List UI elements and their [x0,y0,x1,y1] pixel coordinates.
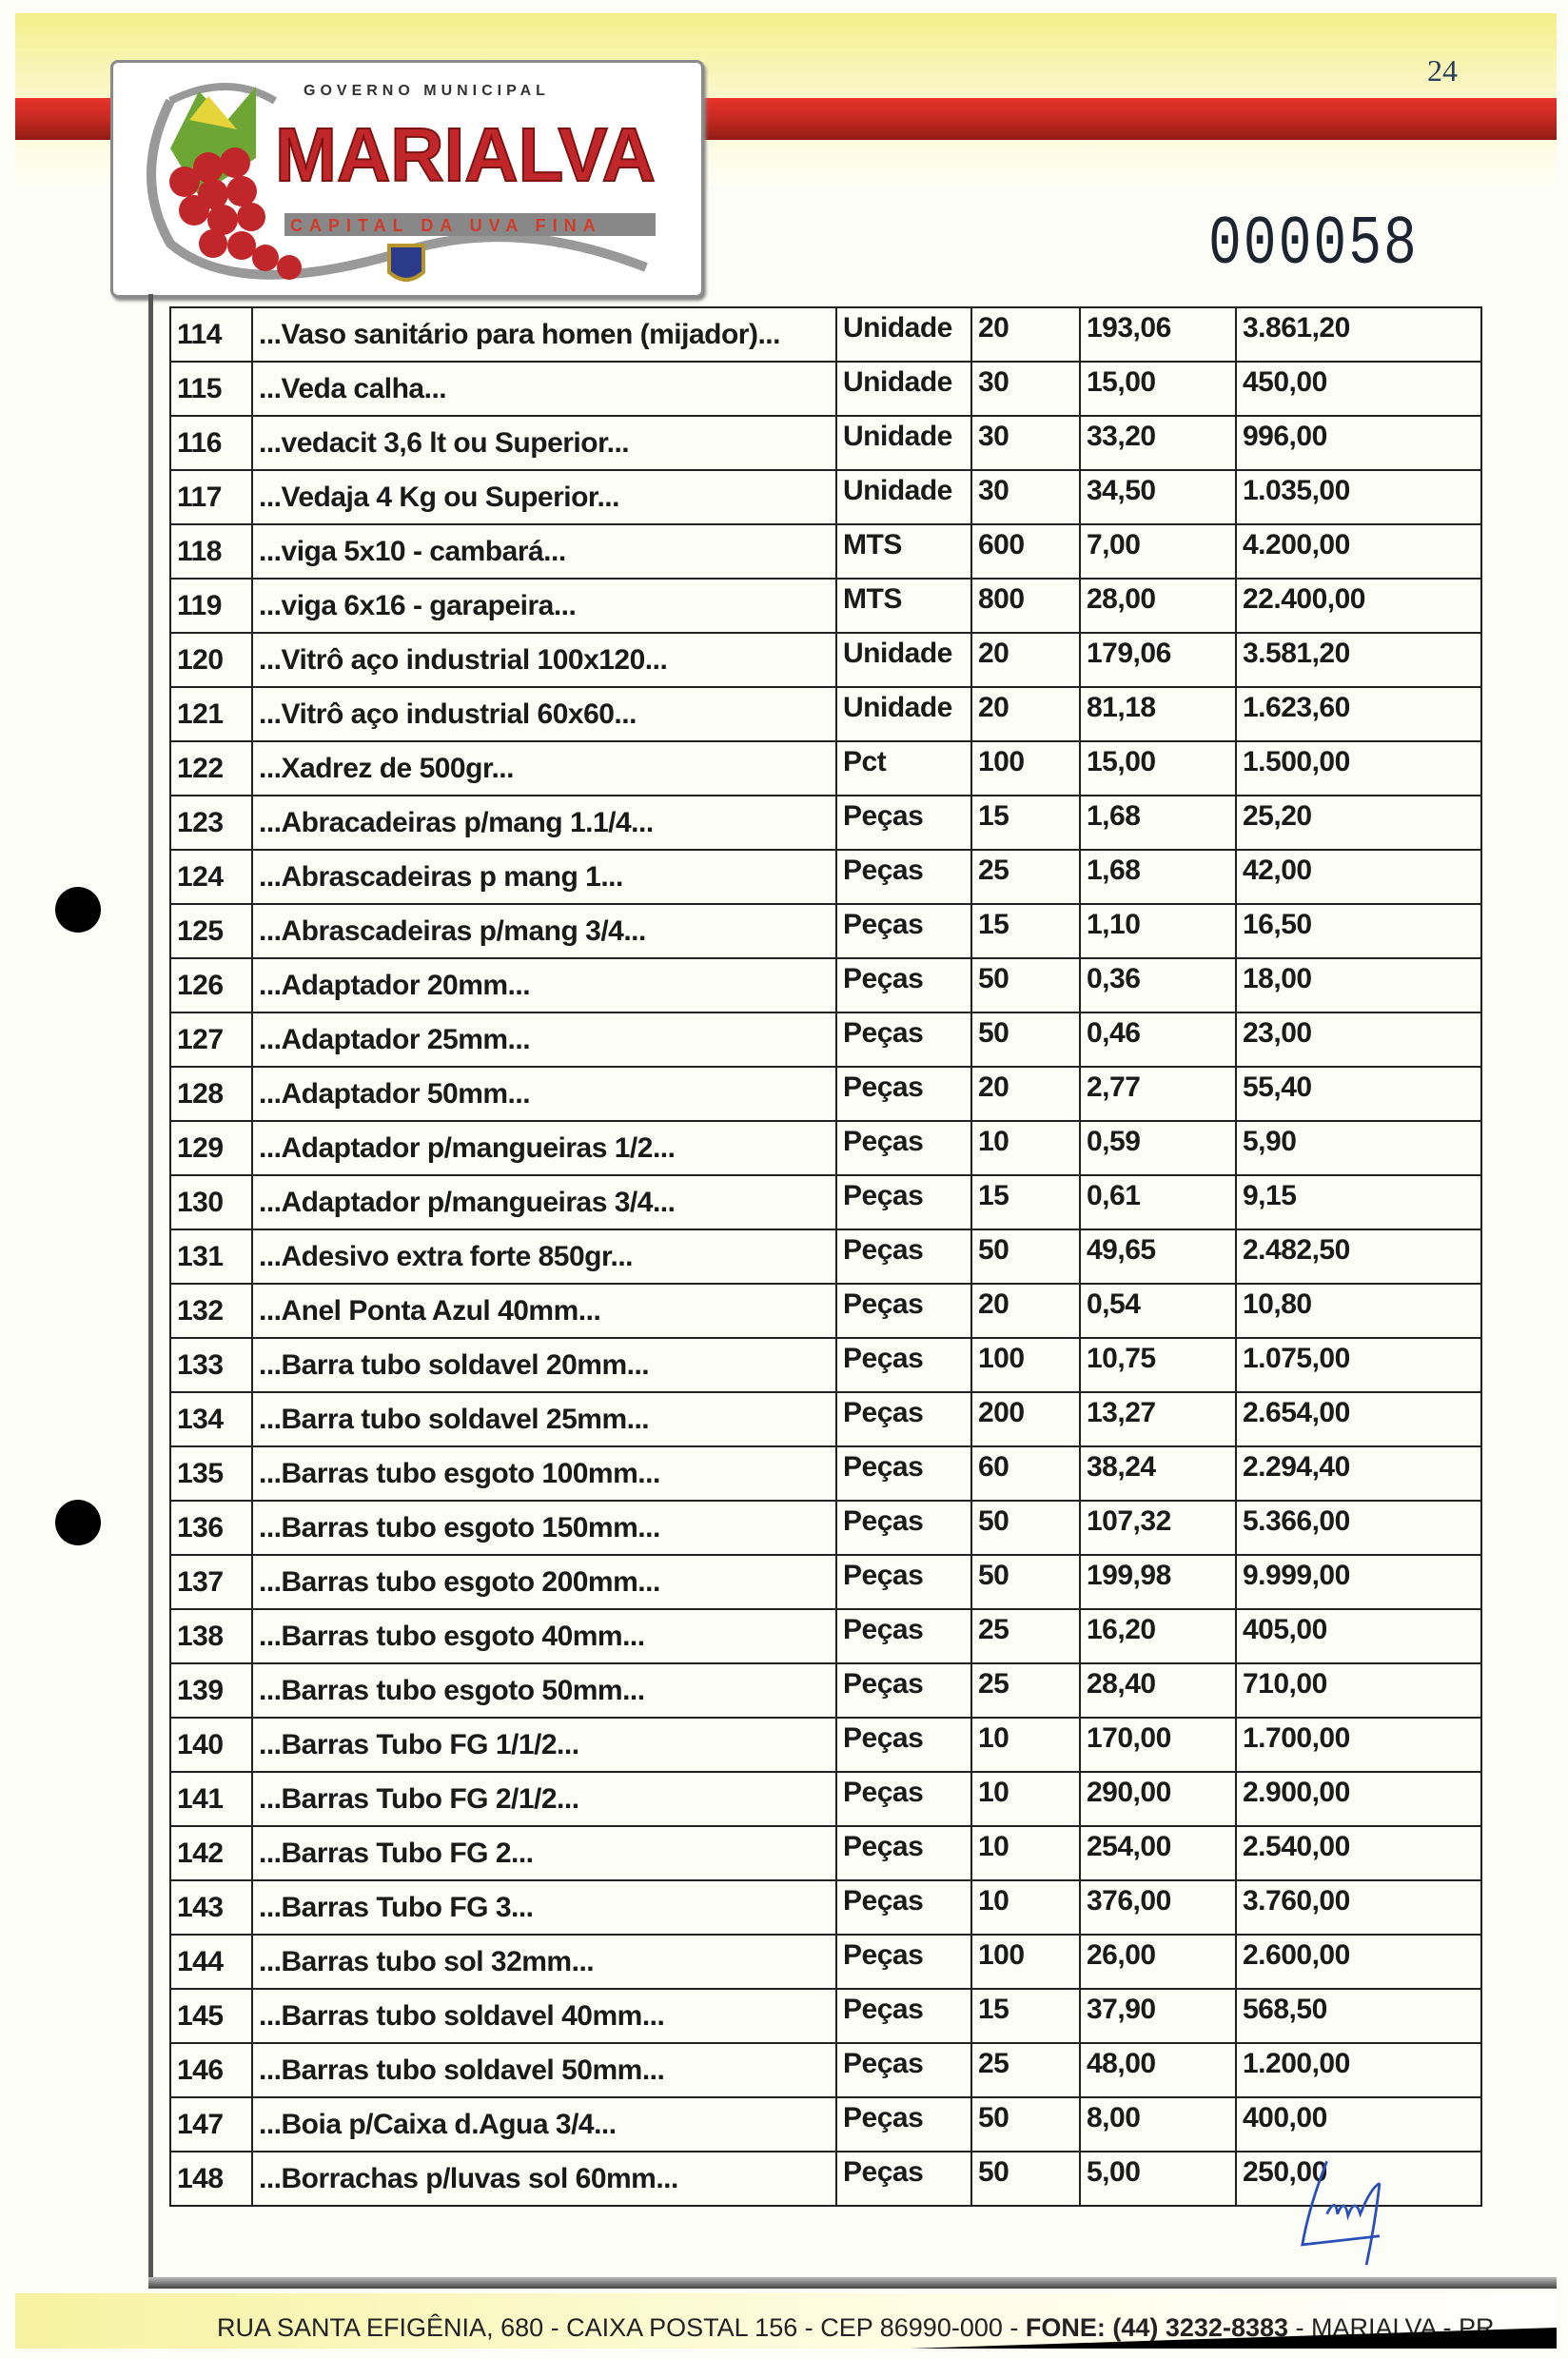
item-number: 120 [170,633,252,687]
item-number: 138 [170,1609,252,1663]
item-number: 123 [170,796,252,850]
item-total: 1.623,60 [1236,687,1481,741]
item-quantity: 10 [971,1718,1080,1772]
item-total: 4.200,00 [1236,524,1481,579]
table-row [170,1555,1481,1609]
item-unit-price: 37,90 [1080,1989,1236,2043]
item-unit: Peças [836,1935,971,1989]
item-description: ...Abracadeiras p/mang 1.1/4... [252,796,836,850]
item-total: 2.540,00 [1236,1826,1481,1880]
item-total: 5,90 [1236,1121,1481,1175]
item-description: ...Barras tubo esgoto 50mm... [252,1663,836,1718]
table-row [170,1229,1481,1284]
item-unit: Peças [836,1663,971,1718]
item-number: 140 [170,1718,252,1772]
table-row [170,1935,1481,1989]
item-total: 10,80 [1236,1284,1481,1338]
svg-text:MARIALVA: MARIALVA [275,112,656,197]
item-number: 128 [170,1067,252,1121]
item-unit: Peças [836,1121,971,1175]
table-row [170,1718,1481,1772]
table-row [170,633,1481,687]
item-number: 137 [170,1555,252,1609]
item-quantity: 50 [971,1012,1080,1067]
item-quantity: 20 [971,1067,1080,1121]
item-number: 145 [170,1989,252,2043]
item-total: 568,50 [1236,1989,1481,2043]
item-unit: Unidade [836,470,971,524]
item-unit-price: 376,00 [1080,1880,1236,1935]
item-quantity: 100 [971,741,1080,796]
item-description: ...Barras tubo soldavel 40mm... [252,1989,836,2043]
item-quantity: 10 [971,1121,1080,1175]
item-unit-price: 28,00 [1080,579,1236,633]
item-total: 405,00 [1236,1609,1481,1663]
item-total: 3.861,20 [1236,307,1481,362]
item-number: 129 [170,1121,252,1175]
items-table [169,306,1482,2207]
item-unit: Peças [836,1012,971,1067]
item-description: ...Xadrez de 500gr... [252,741,836,796]
table-row [170,1826,1481,1880]
item-total: 2.654,00 [1236,1392,1481,1446]
item-number: 147 [170,2097,252,2152]
item-unit: Unidade [836,416,971,470]
item-number: 118 [170,524,252,579]
item-unit: Peças [836,904,971,958]
table-row [170,1772,1481,1826]
item-unit-price: 179,06 [1080,633,1236,687]
item-description: ...Barras tubo esgoto 150mm... [252,1501,836,1555]
item-quantity: 25 [971,850,1080,904]
item-unit: Peças [836,850,971,904]
item-unit: Unidade [836,307,971,362]
item-quantity: 50 [971,1555,1080,1609]
item-unit-price: 1,10 [1080,904,1236,958]
item-unit-price: 0,46 [1080,1012,1236,1067]
table-row [170,579,1481,633]
item-total: 710,00 [1236,1663,1481,1718]
item-unit-price: 7,00 [1080,524,1236,579]
punch-hole [55,887,101,933]
item-total: 2.600,00 [1236,1935,1481,1989]
item-unit-price: 49,65 [1080,1229,1236,1284]
item-unit: Peças [836,1392,971,1446]
table-row [170,1175,1481,1229]
item-total: 400,00 [1236,2097,1481,2152]
item-number: 130 [170,1175,252,1229]
item-number: 136 [170,1501,252,1555]
table-row [170,1989,1481,2043]
item-description: ...Adaptador 50mm... [252,1067,836,1121]
item-quantity: 50 [971,958,1080,1012]
item-total: 5.366,00 [1236,1501,1481,1555]
item-description: ...Barras tubo soldavel 50mm... [252,2043,836,2097]
item-number: 126 [170,958,252,1012]
item-unit: Unidade [836,362,971,416]
item-quantity: 10 [971,1826,1080,1880]
item-unit-price: 16,20 [1080,1609,1236,1663]
item-unit-price: 48,00 [1080,2043,1236,2097]
item-unit: Peças [836,958,971,1012]
item-description: ...Boia p/Caixa d.Agua 3/4... [252,2097,836,2152]
item-number: 148 [170,2152,252,2206]
item-unit-price: 28,40 [1080,1663,1236,1718]
table-row [170,796,1481,850]
table-row [170,958,1481,1012]
border-bottom [148,2277,1557,2289]
item-description: ...Barras Tubo FG 3... [252,1880,836,1935]
item-unit: Peças [836,1501,971,1555]
table-row [170,687,1481,741]
item-unit-price: 81,18 [1080,687,1236,741]
item-quantity: 15 [971,1175,1080,1229]
item-description: ...Barras Tubo FG 2/1/2... [252,1772,836,1826]
city-text: - MARIALVA - PR [1288,2313,1495,2342]
item-quantity: 25 [971,2043,1080,2097]
item-quantity: 20 [971,1284,1080,1338]
item-number: 114 [170,307,252,362]
item-unit: Peças [836,1609,971,1663]
item-unit: MTS [836,579,971,633]
item-total: 250,00 [1236,2152,1481,2206]
item-quantity: 50 [971,1501,1080,1555]
item-description: ...Borrachas p/luvas sol 60mm... [252,2152,836,2206]
item-description: ...Vedaja 4 Kg ou Superior... [252,470,836,524]
item-unit-price: 8,00 [1080,2097,1236,2152]
item-total: 1.075,00 [1236,1338,1481,1392]
svg-text:GOVERNO MUNICIPAL: GOVERNO MUNICIPAL [304,83,550,99]
item-unit: Peças [836,1175,971,1229]
table-row [170,1121,1481,1175]
item-number: 143 [170,1880,252,1935]
item-description: ...Anel Ponta Azul 40mm... [252,1284,836,1338]
border-left [148,294,153,2287]
item-unit-price: 0,54 [1080,1284,1236,1338]
item-number: 141 [170,1772,252,1826]
table-row [170,416,1481,470]
item-total: 23,00 [1236,1012,1481,1067]
item-description: ...Veda calha... [252,362,836,416]
item-quantity: 800 [971,579,1080,633]
item-description: ...Barras tubo esgoto 100mm... [252,1446,836,1501]
item-unit-price: 1,68 [1080,850,1236,904]
item-unit: Peças [836,796,971,850]
item-quantity: 30 [971,470,1080,524]
item-unit-price: 170,00 [1080,1718,1236,1772]
item-description: ...viga 6x16 - garapeira... [252,579,836,633]
item-quantity: 200 [971,1392,1080,1446]
item-number: 142 [170,1826,252,1880]
phone-text: FONE: (44) 3232-8383 [1025,2313,1289,2342]
item-unit: Peças [836,2043,971,2097]
table-row [170,741,1481,796]
item-number: 144 [170,1935,252,1989]
item-description: ...Adaptador 20mm... [252,958,836,1012]
table-row [170,1446,1481,1501]
item-unit-price: 254,00 [1080,1826,1236,1880]
item-unit: Peças [836,1989,971,2043]
item-total: 9.999,00 [1236,1555,1481,1609]
address-text: RUA SANTA EFIGÊNIA, 680 - CAIXA POSTAL 156 - CEP 86990-000 - [217,2313,1026,2342]
item-total: 2.900,00 [1236,1772,1481,1826]
item-unit: Peças [836,1772,971,1826]
item-quantity: 25 [971,1663,1080,1718]
item-description: ...Adaptador 25mm... [252,1012,836,1067]
item-number: 124 [170,850,252,904]
item-unit-price: 15,00 [1080,362,1236,416]
marialva-logo [110,60,704,298]
item-quantity: 15 [971,1989,1080,2043]
item-unit: Peças [836,1338,971,1392]
item-description: ...viga 5x10 - cambará... [252,524,836,579]
table-row [170,307,1481,362]
item-number: 146 [170,2043,252,2097]
item-total: 2.294,40 [1236,1446,1481,1501]
stamp-number: 000058 [1208,206,1419,285]
item-description: ...Barra tubo soldavel 20mm... [252,1338,836,1392]
item-description: ...vedacit 3,6 lt ou Superior... [252,416,836,470]
item-total: 25,20 [1236,796,1481,850]
item-number: 116 [170,416,252,470]
item-description: ...Barras tubo esgoto 40mm... [252,1609,836,1663]
table-row [170,1067,1481,1121]
item-description: ...Vitrô aço industrial 100x120... [252,633,836,687]
item-quantity: 20 [971,687,1080,741]
item-quantity: 50 [971,2097,1080,2152]
table-row [170,362,1481,416]
punch-hole [55,1500,101,1545]
item-total: 450,00 [1236,362,1481,416]
table-row [170,524,1481,579]
item-unit: Pct [836,741,971,796]
item-unit: Peças [836,1555,971,1609]
item-number: 134 [170,1392,252,1446]
item-quantity: 10 [971,1772,1080,1826]
item-number: 122 [170,741,252,796]
item-description: ...Barras Tubo FG 1/1/2... [252,1718,836,1772]
table-row [170,2043,1481,2097]
item-description: ...Barras Tubo FG 2... [252,1826,836,1880]
item-number: 132 [170,1284,252,1338]
item-unit: Peças [836,2097,971,2152]
item-total: 22.400,00 [1236,579,1481,633]
item-unit-price: 199,98 [1080,1555,1236,1609]
table-row [170,1284,1481,1338]
item-unit-price: 1,68 [1080,796,1236,850]
item-quantity: 20 [971,307,1080,362]
item-total: 1.500,00 [1236,741,1481,796]
item-quantity: 15 [971,796,1080,850]
item-quantity: 25 [971,1609,1080,1663]
table-row [170,1880,1481,1935]
item-description: ...Barras tubo esgoto 200mm... [252,1555,836,1609]
item-number: 131 [170,1229,252,1284]
item-unit-price: 0,61 [1080,1175,1236,1229]
table-row [170,904,1481,958]
item-quantity: 20 [971,633,1080,687]
item-quantity: 50 [971,1229,1080,1284]
table-row [170,1392,1481,1446]
table-row [170,470,1481,524]
item-unit: Peças [836,1229,971,1284]
item-description: ...Abrascadeiras p/mang 3/4... [252,904,836,958]
item-total: 18,00 [1236,958,1481,1012]
item-number: 127 [170,1012,252,1067]
item-unit: Peças [836,1718,971,1772]
item-description: ...Abrascadeiras p mang 1... [252,850,836,904]
item-unit: Peças [836,1880,971,1935]
item-quantity: 100 [971,1338,1080,1392]
item-number: 139 [170,1663,252,1718]
table-row [170,1609,1481,1663]
item-number: 115 [170,362,252,416]
table-row [170,850,1481,904]
item-unit-price: 5,00 [1080,2152,1236,2206]
item-quantity: 30 [971,362,1080,416]
item-total: 16,50 [1236,904,1481,958]
item-description: ...Barra tubo soldavel 25mm... [252,1392,836,1446]
item-unit: Peças [836,1284,971,1338]
item-description: ...Barras tubo sol 32mm... [252,1935,836,1989]
item-description: ...Vitrô aço industrial 60x60... [252,687,836,741]
item-unit: Peças [836,1446,971,1501]
item-number: 121 [170,687,252,741]
item-unit-price: 107,32 [1080,1501,1236,1555]
item-total: 3.581,20 [1236,633,1481,687]
item-total: 1.200,00 [1236,2043,1481,2097]
item-unit-price: 33,20 [1080,416,1236,470]
item-number: 125 [170,904,252,958]
item-unit-price: 38,24 [1080,1446,1236,1501]
item-unit-price: 0,59 [1080,1121,1236,1175]
item-quantity: 50 [971,2152,1080,2206]
item-description: ...Adesivo extra forte 850gr... [252,1229,836,1284]
item-total: 1.035,00 [1236,470,1481,524]
item-unit-price: 193,06 [1080,307,1236,362]
table-row [170,1338,1481,1392]
table-row [170,2097,1481,2152]
item-unit-price: 15,00 [1080,741,1236,796]
item-unit-price: 34,50 [1080,470,1236,524]
item-quantity: 600 [971,524,1080,579]
item-total: 9,15 [1236,1175,1481,1229]
item-total: 1.700,00 [1236,1718,1481,1772]
item-number: 117 [170,470,252,524]
item-number: 135 [170,1446,252,1501]
item-unit: Unidade [836,687,971,741]
item-unit: Peças [836,1826,971,1880]
item-unit-price: 10,75 [1080,1338,1236,1392]
item-total: 2.482,50 [1236,1229,1481,1284]
page-number: 24 [1427,53,1458,88]
item-total: 996,00 [1236,416,1481,470]
table-row [170,1012,1481,1067]
item-unit: MTS [836,524,971,579]
item-quantity: 15 [971,904,1080,958]
logo-graphic [113,63,701,295]
item-description: ...Adaptador p/mangueiras 3/4... [252,1175,836,1229]
item-unit-price: 290,00 [1080,1772,1236,1826]
item-unit: Peças [836,2152,971,2206]
item-total: 3.760,00 [1236,1880,1481,1935]
item-unit-price: 0,36 [1080,958,1236,1012]
item-quantity: 100 [971,1935,1080,1989]
item-number: 133 [170,1338,252,1392]
item-number: 119 [170,579,252,633]
item-total: 55,40 [1236,1067,1481,1121]
table-row [170,1663,1481,1718]
item-unit-price: 13,27 [1080,1392,1236,1446]
item-description: ...Adaptador p/mangueiras 1/2... [252,1121,836,1175]
footer-black-wedge [910,2328,1557,2349]
item-total: 42,00 [1236,850,1481,904]
item-unit: Unidade [836,633,971,687]
item-quantity: 60 [971,1446,1080,1501]
item-unit-price: 26,00 [1080,1935,1236,1989]
item-description: ...Vaso sanitário para homen (mijador)... [252,307,836,362]
item-quantity: 30 [971,416,1080,470]
svg-text:CAPITAL DA UVA FINA: CAPITAL DA UVA FINA [290,216,602,235]
table-row [170,1501,1481,1555]
item-quantity: 10 [971,1880,1080,1935]
item-unit-price: 2,77 [1080,1067,1236,1121]
signature [1284,2153,1475,2267]
item-unit: Peças [836,1067,971,1121]
